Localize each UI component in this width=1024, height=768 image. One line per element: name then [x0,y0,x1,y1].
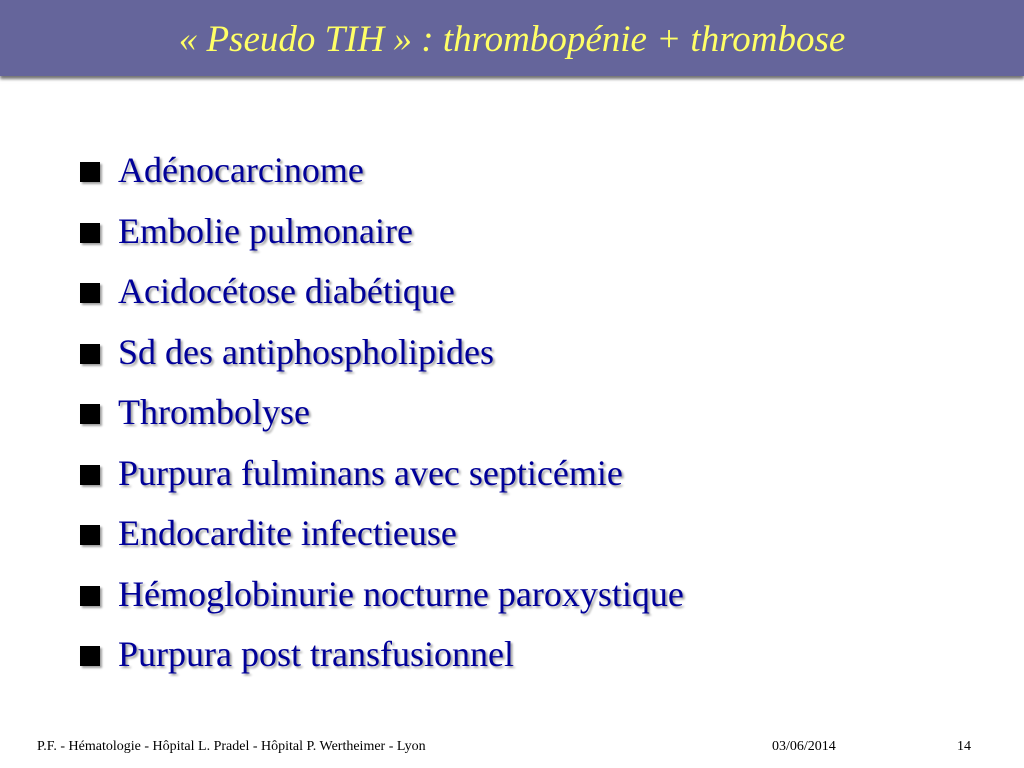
bullet-text: Embolie pulmonaire [118,210,413,251]
square-bullet-icon [80,283,100,303]
bullet-list [80,140,684,685]
square-bullet-icon [80,586,100,606]
footer-date: 03/06/2014 [772,739,836,754]
bullet-item [80,261,684,322]
square-bullet-icon [80,525,100,545]
bullet-item [80,564,684,625]
bullet-text: Purpura fulminans avec septicémie [118,452,623,493]
bullet-item [80,201,684,262]
title-bar [0,0,1024,76]
bullet-text: Adénocarcinome [118,150,364,191]
footer [0,739,1024,763]
bullet-text: Hémoglobinurie nocturne paroxystique [118,573,684,614]
square-bullet-icon [80,344,100,364]
bullet-item [80,503,684,564]
footer-author: P.F. - Hématologie - Hôpital L. Pradel - Hôpital P. Wertheimer - Lyon [37,739,426,754]
bullet-item [80,624,684,685]
bullet-text: Thrombolyse [118,392,310,433]
bullet-text: Endocardite infectieuse [118,513,457,554]
bullet-item [80,140,684,201]
square-bullet-icon [80,646,100,666]
square-bullet-icon [80,404,100,424]
square-bullet-icon [80,465,100,485]
square-bullet-icon [80,223,100,243]
bullet-text: Purpura post transfusionnel [118,634,514,675]
bullet-item [80,443,684,504]
square-bullet-icon [80,162,100,182]
page-number: 14 [957,739,971,754]
bullet-text: Acidocétose diabétique [118,271,455,312]
bullet-item [80,322,684,383]
slide-title: « Pseudo TIH » : thrombopénie + thrombose [178,19,846,60]
bullet-item [80,382,684,443]
bullet-text: Sd des antiphospholipides [118,331,494,372]
